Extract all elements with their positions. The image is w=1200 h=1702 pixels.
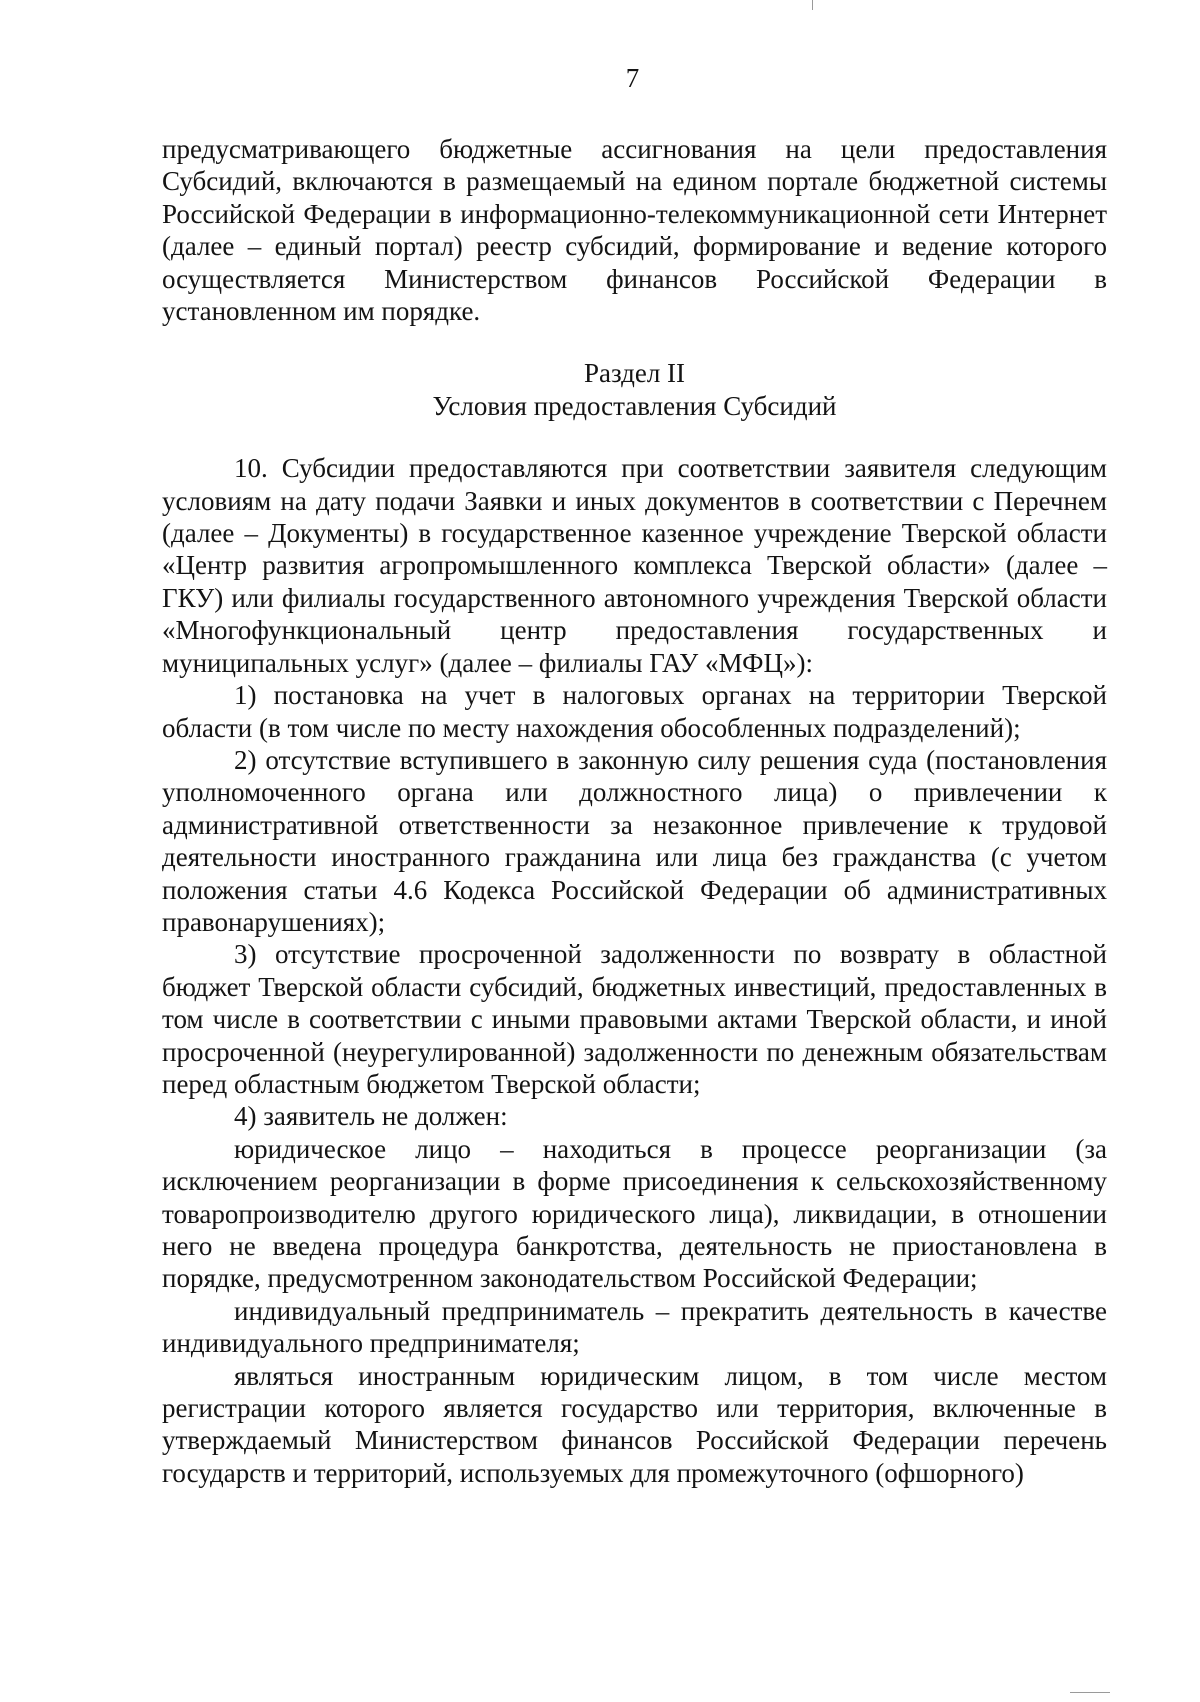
condition-4-foreign-entity: являться иностранным юридическим лицом, в том числе местом регистрации которого является государство или территория, включенные в утверждаемый Министерством финансов Российской Федерации перечень государств и территорий, используемых для промежуточного (офшорного): [162, 1360, 1107, 1488]
condition-2: 2) отсутствие вступившего в законную силу решения суда (постановления уполномоченного органа или должностного лица) о привлечении к административной ответственности за незаконное привлечение к трудовой деятельности иностранного гражданина или лица без гражданства (с учетом положения статьи 4.6 Кодекса Российской Федерации об административных правонарушениях);: [162, 744, 1107, 937]
document-body: [162, 133, 1107, 1489]
section-spacer: [162, 422, 1107, 452]
condition-3: 3) отсутствие просроченной задолженности по возврату в областной бюджет Тверской области субсидий, бюджетных инвестиций, предоставленных в том числе в соответствии с иными правовыми актами Тверской области, и иной просроченной (неурегулированной) задолженности по денежным обязательствам перед областным бюджетом Тверской области;: [162, 939, 1107, 1099]
intro-paragraph: предусматривающего бюджетные ассигнования на цели предоставления Субсидий, включаются в размещаемый на едином портале бюджетной системы Российской Федерации в информационно-телекоммуникационной сети Интернет (далее – единый портал) реестр субсидий, формирование и ведение которого осуществляется Министерством финансов Российской Федерации в установленном им порядке.: [162, 134, 1107, 327]
scan-edge-mark: [1070, 1692, 1110, 1693]
section-number: Раздел II: [583, 358, 686, 389]
condition-1: 1) постановка на учет в налоговых органах на территории Тверской области (в том числе по месту нахождения обособленных подразделений);: [162, 680, 1107, 743]
condition-4-legal-entity: юридическое лицо – находиться в процессе реорганизации (за исключением реорганизации в форме присоединения к сельскохозяйственному товаропроизводителю другого юридического лица), ликвидации, в отношении него не введена процедура банкротства, деятельность не приостановлена в порядке, предусмотренном законодательством Российской Федерации;: [162, 1133, 1107, 1294]
condition-4-entrepreneur: индивидуальный предприниматель – прекратить деятельность в качестве индивидуального предпринимателя;: [162, 1295, 1107, 1359]
paragraph-10: 10. Субсидии предоставляются при соответствии заявителя следующим условиям на дату подачи Заявки и иных документов в соответствии с Перечнем (далее – Документы) в государственное казенное учреждение Тверской области «Центр развития агропромышленного комплекса Тверской области» (далее – ГКУ) или филиалы государственного автономного учреждения Тверской области «Многофункциональный центр предоставления государственных и муниципальных услуг» (далее – филиалы ГАУ «МФЦ»):: [162, 453, 1107, 678]
condition-4: 4) заявитель не должен:: [234, 1101, 508, 1132]
section-heading: [162, 357, 1107, 422]
page-number: 7: [625, 63, 640, 93]
section-title: Условия предоставления Субсидий: [432, 390, 837, 421]
scan-edge-mark: [812, 0, 813, 10]
